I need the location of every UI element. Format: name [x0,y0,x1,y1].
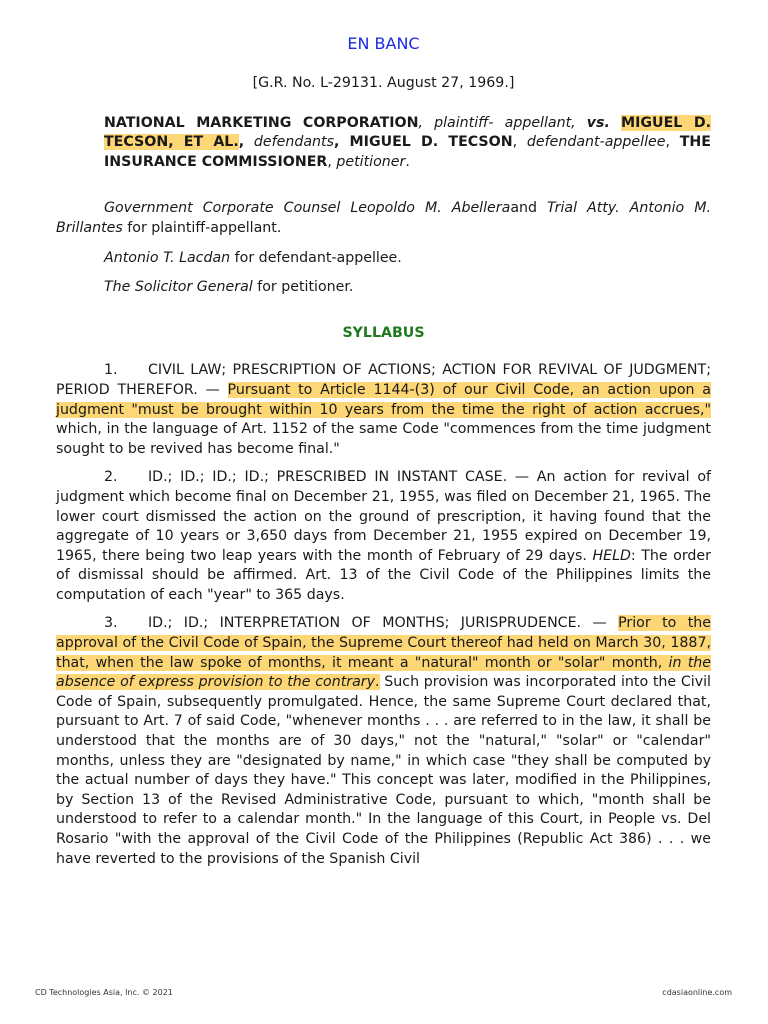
party-plaintiff-name: NATIONAL MARKETING CORPORATION [104,114,419,131]
counsel-petitioner-for: for petitioner. [252,279,354,296]
syllabus-heading: SYLLABUS [342,324,425,341]
counsel-plaintiff-for: for plaintiff-appellant. [122,219,282,236]
parties-block [104,114,711,173]
footer-website: cdasiaonline.com [662,988,732,997]
party-plaintiff-role: , plaintiff- appellant, [418,114,587,131]
paragraph-text: Such provision was incorporated into the Civil Code of Spain, subsequently promulgated. Hence, the same Supreme Court declared that, pursuant to Art. 7 of said Code, "whenever months . . . are referred to in the law, it shall be understood that the months are of 30 days," not the "natural," "solar" or "calendar" months, unless they are "designated by name," in which case "they shall be computed by the actual number of days they have." This concept was later, modified in the Philippines, by Section 13 of the Revised Administrative Code, pursuant to which, "month shall be understood to refer to a calendar month." In the language of this Court, in People vs. Del Rosario "with the approval of the Civil Code of the Philippines (Republic Act 386) . . . we have reverted to the provisions of the Spanish Civil [56,674,711,867]
counsel-defendant-for: for defendant-appellee. [230,249,402,266]
party-petitioner-role: petitioner [336,153,406,170]
highlighted-text: Prior to the approval of the Civil Code of Spain, the Supreme Court thereof had held on March 30, 1887, that, when the law spoke of months, it meant a "natural" month or "solar" month, [56,615,711,671]
counsel-plaintiff [56,199,711,238]
syllabus-paragraph-2 [56,468,711,605]
party-petitioner-comma: , [327,153,332,170]
counsel-petitioner-name: The Solicitor General [104,279,253,296]
syllabus-paragraph-1 [56,361,711,459]
party-defendants-role: defendants [244,134,334,151]
counsel-petitioner [56,278,711,298]
counsel-plaintiff-and: and [510,200,548,217]
document-page [56,32,711,878]
party-defendants-name: MIGUEL D. TECSON, ET AL. [104,114,711,151]
highlighted-text: Pursuant to Article 1144-(3) of our Civil Code, an action upon a judgment "must be brought within 10 years from the time the right of action accrues," [56,381,711,418]
counsel-plaintiff-name-2: Trial Atty. Antonio M. Brillantes [56,200,712,236]
versus: vs. [586,114,610,131]
paragraph-number: 1. [104,362,118,379]
party-petitioner-end: . [405,153,410,170]
syllabus-paragraph-3 [56,614,711,869]
footer-copyright: CD Technologies Asia, Inc. © 2021 [35,988,173,997]
paragraph-text: which, in the language of Art. 1152 of the same Code "commences from the time judgment sought to be revived has become final." [56,421,711,457]
held-label: HELD [592,547,631,564]
highlighted-italic-text: in the absence of express provision to the contrary [56,654,711,691]
party-defendants-comma: , [238,134,245,151]
paragraph-number: 3. [104,615,118,632]
party-appellee-comma: , [512,134,518,151]
paragraph-number: 2. [104,469,118,486]
party-petitioner-name: THE INSURANCE COMMISSIONER [104,134,711,170]
paragraph-text-continued: : The order of dismissal should be affirmed. Art. 13 of the Civil Code of the Philippines limits the computation of each "year" to 365 days. [56,547,711,603]
party-appellee-name: , MIGUEL D. TECSON [333,134,513,151]
highlighted-period: . [375,674,380,691]
paragraph-lead: ID.; ID.; INTERPRETATION OF MONTHS; JURISPRUDENCE. — [148,615,619,632]
counsel-defendant [56,249,711,269]
court-division: EN BANC [347,34,420,53]
party-appellee-separator: , [665,134,680,151]
counsel-plaintiff-name-1: Government Corporate Counsel Leopoldo M. Abellera [104,200,511,217]
paragraph-text: ID.; ID.; ID.; ID.; PRESCRIBED IN INSTANT CASE. — An action for revival of judgment which become final on December 21, 1955, was filed on December 21, 1965. The lower court dismissed the action on the ground of prescription, it having found that the aggregate of 10 years or 3,650 days from December 21, 1955 expired on December 19, 1965, there being two leap years with the month of February of 29 days. [56,469,711,564]
case-number: [G.R. No. L-29131. August 27, 1969.] [252,75,515,91]
party-appellee-role: defendant-appellee [526,134,666,151]
paragraph-lead: CIVIL LAW; PRESCRIPTION OF ACTIONS; ACTION FOR REVIVAL OF JUDGMENT; PERIOD THEREFOR. — [56,362,711,398]
counsel-defendant-name: Antonio T. Lacdan [104,249,231,266]
